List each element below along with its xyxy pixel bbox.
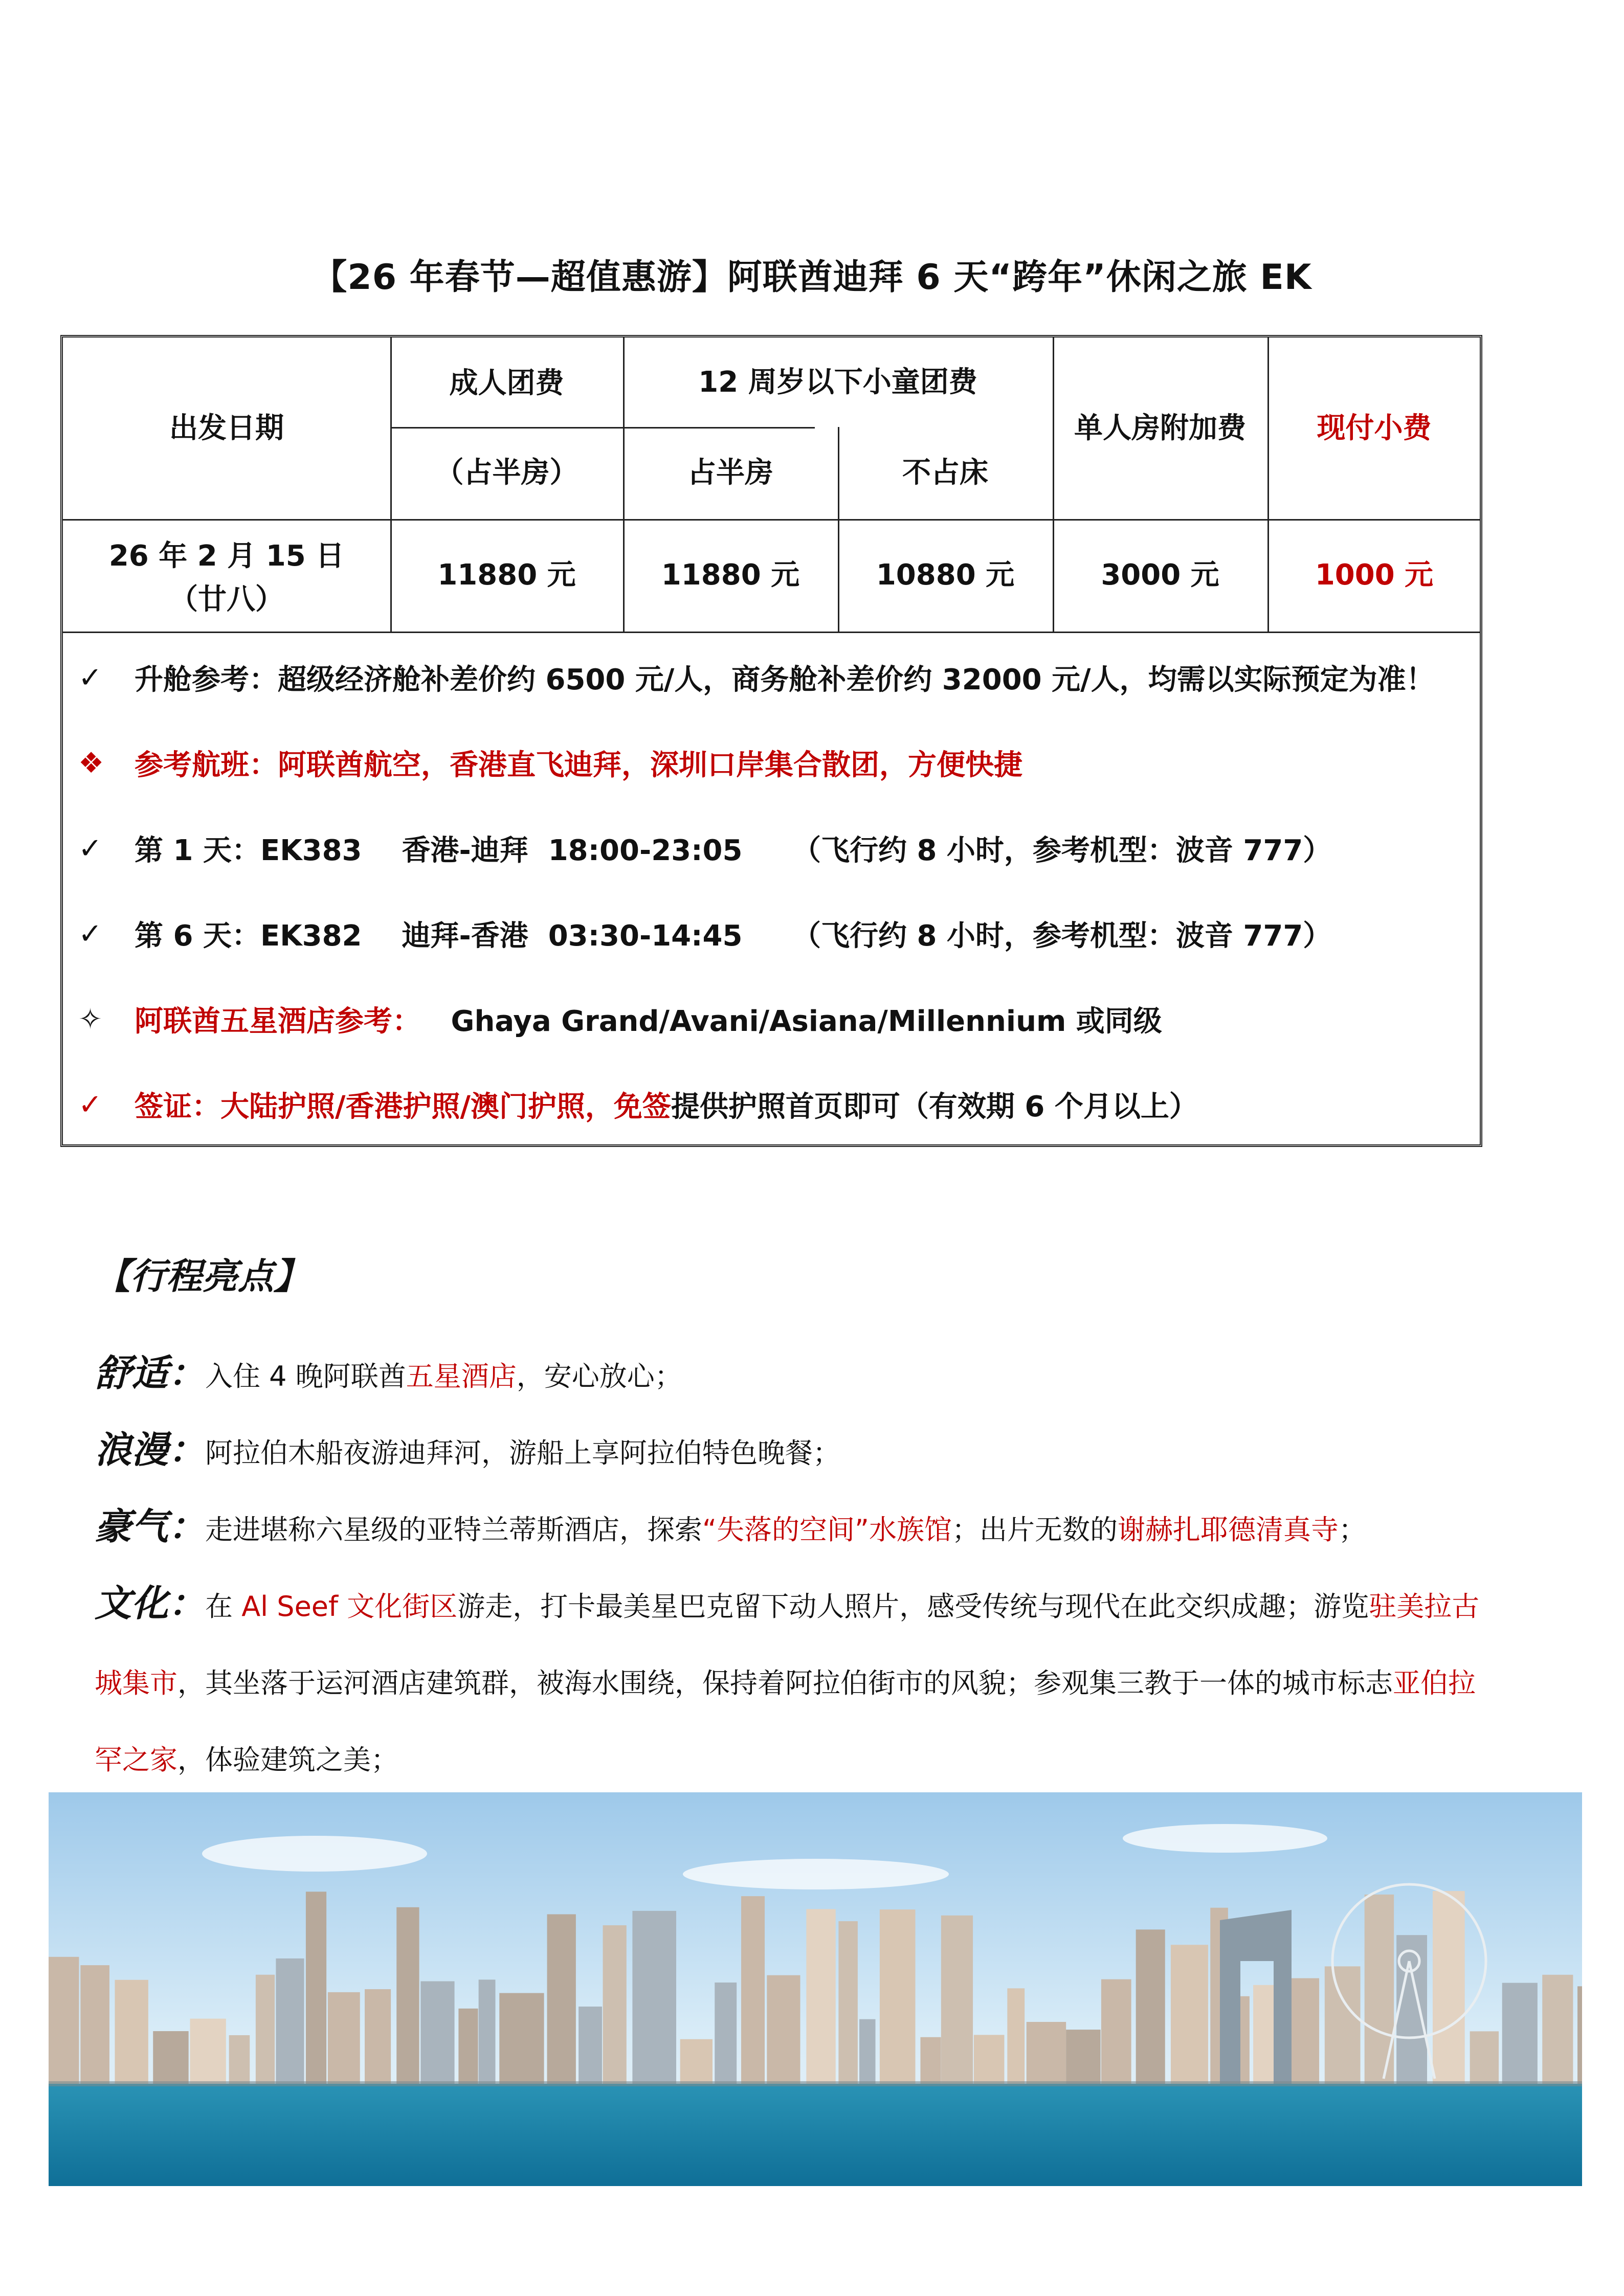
highlight-text: 阿拉伯木船夜游迪拜河，游船上享阿拉伯特色晚餐； xyxy=(205,1437,841,1469)
building xyxy=(880,1909,916,2084)
sparkle-icon: ✧ xyxy=(78,1002,102,1036)
header-adult: 成人团费 xyxy=(449,367,564,400)
note-flight xyxy=(78,740,1022,786)
note-label: 签证：大陆护照/香港护照/澳门护照，免签 xyxy=(135,1090,671,1123)
building xyxy=(547,1914,576,2084)
check-icon: ✓ xyxy=(78,661,102,694)
highlight-text: 走进堪称六星级的亚特兰蒂斯酒店，探索 xyxy=(205,1514,703,1546)
building xyxy=(1027,2022,1066,2084)
highlight-text: ，体验建筑之美； xyxy=(177,1744,398,1776)
header-tip: 现付小费 xyxy=(1317,411,1432,445)
building xyxy=(420,1981,454,2084)
header-child-group: 12 周岁以下小童团费 xyxy=(698,365,977,399)
highlight-luxury xyxy=(95,1488,1552,1568)
header-date: 出发日期 xyxy=(169,411,284,445)
check-icon: ✓ xyxy=(78,917,102,951)
building xyxy=(256,1975,275,2084)
dubai-skyline-photo xyxy=(49,1792,1582,2186)
highlight-red-text: Al Seef 文化街区 xyxy=(241,1590,458,1623)
header-single: 单人房附加费 xyxy=(1074,411,1246,445)
highlight-red-text: 亚伯拉 xyxy=(1393,1667,1476,1699)
building xyxy=(1287,1978,1319,2084)
building xyxy=(458,2009,478,2084)
building xyxy=(741,1896,765,2084)
building xyxy=(306,1892,326,2084)
header-child-half: 占半房 xyxy=(687,456,773,490)
building xyxy=(838,1921,858,2084)
check-icon: ✓ xyxy=(78,1088,102,1121)
diamond-icon: ❖ xyxy=(78,746,104,780)
building xyxy=(1542,1975,1573,2084)
building xyxy=(1577,1986,1582,2084)
departure-date-cell xyxy=(63,524,390,632)
building xyxy=(365,1989,391,2084)
page-title: 【26 年春节—超值惠游】阿联酋迪拜 6 天“跨年”休闲之旅 EK xyxy=(312,257,1312,298)
building xyxy=(1433,1891,1465,2084)
note-visa xyxy=(78,1082,1198,1128)
note-upgrade xyxy=(78,655,1435,701)
highlight-comfort xyxy=(95,1335,1552,1415)
building xyxy=(1007,1988,1025,2084)
building xyxy=(920,2037,941,2084)
price-table xyxy=(60,335,1482,1147)
highlight-key: 舒适： xyxy=(95,1352,206,1394)
note-text: 第 1 天：EK383 香港-迪拜 18:00-23:05 （飞行约 8 小时，参考机型：波音 777） xyxy=(135,834,1332,867)
building xyxy=(680,2039,713,2084)
note-text: Ghaya Grand/Avani/Asiana/Millennium 或同级 xyxy=(421,1005,1162,1038)
highlight-red-text: 驻美拉古 xyxy=(1369,1590,1480,1623)
highlights-heading: 【行程亮点】 xyxy=(95,1255,309,1297)
departure-date: 26 年 2 月 15 日 xyxy=(108,539,345,573)
highlight-red-text: 城集市 xyxy=(95,1667,177,1699)
highlight-text: 入住 4 晚阿联酋 xyxy=(205,1360,406,1392)
building xyxy=(1171,1945,1208,2084)
building xyxy=(632,1911,676,2084)
note-text: 参考航班：阿联酋航空，香港直飞迪拜，深圳口岸集合散团，方便快捷 xyxy=(135,749,1022,782)
highlight-key: 文化： xyxy=(95,1582,206,1625)
building xyxy=(1470,2031,1499,2084)
building xyxy=(229,2035,250,2084)
highlight-text: 在 xyxy=(205,1590,242,1623)
highlight-culture xyxy=(95,1565,1552,1798)
building xyxy=(153,2031,188,2084)
highlight-key: 豪气： xyxy=(95,1505,206,1548)
note-text: 第 6 天：EK382 迪拜-香港 03:30-14:45 （飞行约 8 小时，参考机型：波音 777） xyxy=(135,919,1332,953)
note-text: 提供护照首页即可（有效期 6 个月以上） xyxy=(671,1090,1198,1123)
building xyxy=(396,1907,419,2084)
building xyxy=(190,2019,226,2084)
highlight-text: ；出片无数的 xyxy=(951,1514,1118,1546)
building xyxy=(1502,1983,1538,2084)
highlight-romance xyxy=(95,1411,1552,1492)
highlight-red-text: “失落的空间”水族馆 xyxy=(702,1514,952,1546)
header-adult-sub: （占半房） xyxy=(435,456,579,490)
note-day1 xyxy=(78,825,1331,871)
highlight-red-text: 五星酒店 xyxy=(406,1360,517,1392)
price-tip: 1000 元 xyxy=(1315,558,1434,592)
departure-lunar-date: （廿八） xyxy=(169,583,284,616)
building xyxy=(806,1909,835,2084)
note-day6 xyxy=(78,911,1331,957)
note-label: 阿联酋五星酒店参考： xyxy=(135,1005,421,1038)
building xyxy=(1136,1929,1165,2084)
price-adult: 11880 元 xyxy=(437,558,576,592)
building xyxy=(859,2019,875,2084)
highlight-text: 游走，打卡最美星巴克留下动人照片，感受传统与现代在此交织成趣；游览 xyxy=(457,1590,1369,1623)
price-child-nobed: 10880 元 xyxy=(876,558,1015,592)
building xyxy=(1396,1935,1427,2084)
building xyxy=(974,2035,1005,2084)
building xyxy=(715,1983,737,2084)
building xyxy=(49,1957,79,2084)
note-hotel xyxy=(78,996,1162,1042)
building xyxy=(1325,1966,1361,2084)
highlight-text: ，安心放心； xyxy=(516,1360,682,1392)
building xyxy=(115,1980,148,2084)
highlight-red-text: 罕之家 xyxy=(95,1744,177,1776)
building xyxy=(499,1993,544,2084)
building xyxy=(579,2007,602,2084)
price-child-half: 11880 元 xyxy=(661,558,800,592)
price-single: 3000 元 xyxy=(1101,558,1219,592)
note-text: 升舱参考：超级经济舱补差价约 6500 元/人，商务舱补差价约 32000 元/人，均需以实际预定为准！ xyxy=(135,663,1435,696)
building xyxy=(941,1916,973,2084)
highlight-text: ； xyxy=(1338,1514,1366,1546)
highlight-text: ，其坐落于运河酒店建筑群，被海水围绕，保持着阿拉伯街市的风貌；参观集三教于一体的城市标志 xyxy=(177,1667,1393,1699)
building xyxy=(328,1992,360,2084)
check-icon: ✓ xyxy=(78,831,102,865)
highlight-key: 浪漫： xyxy=(95,1428,206,1471)
building xyxy=(767,1975,800,2084)
header-child-nobed: 不占床 xyxy=(902,456,988,490)
building xyxy=(603,1925,627,2084)
building xyxy=(1101,1979,1131,2084)
highlight-red-text: 谢赫扎耶德清真寺 xyxy=(1117,1514,1339,1546)
building xyxy=(1066,2030,1100,2084)
building xyxy=(80,1965,109,2084)
building xyxy=(276,1959,304,2084)
building xyxy=(479,1979,496,2084)
